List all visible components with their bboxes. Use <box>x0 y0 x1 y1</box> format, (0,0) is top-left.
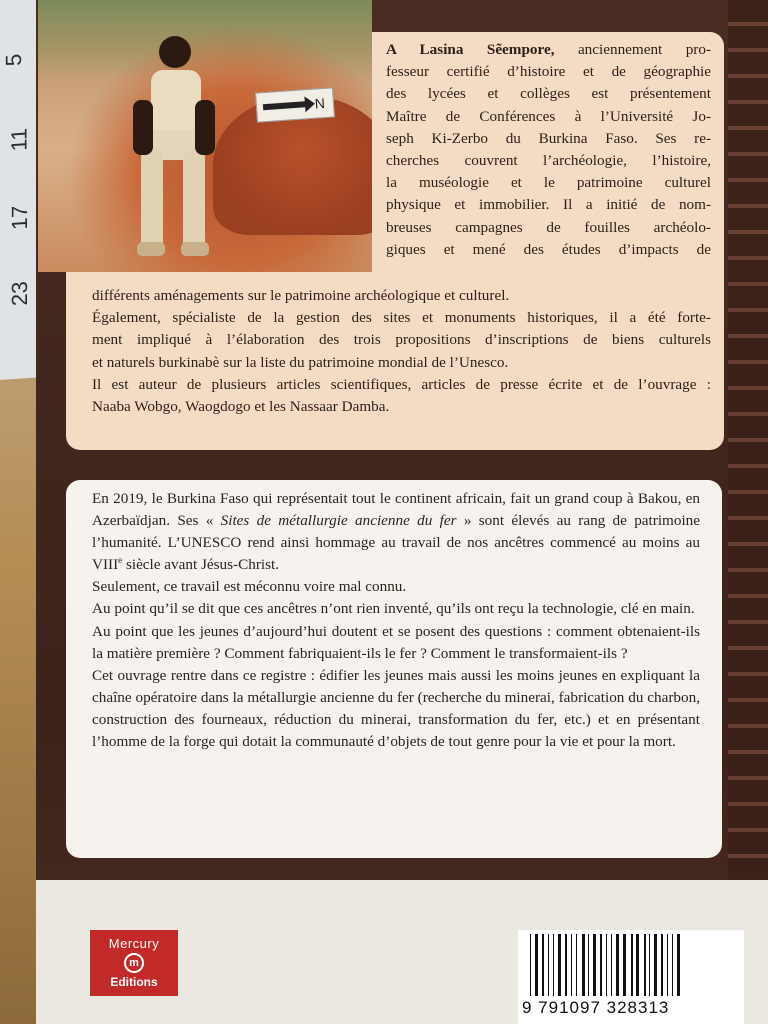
bio-line: Naaba Wobgo, Waogdogo et les Nassaar Damba. <box>92 398 390 416</box>
bio-line: la muséologie et le patrimoine culturel <box>386 174 711 192</box>
north-label: N <box>314 94 326 112</box>
bio-line: physique et immobilier. Il a initié de nom- <box>386 196 711 214</box>
bio-line: des lycées et collèges est présentement <box>386 85 711 103</box>
person-figure <box>123 30 218 260</box>
bio-text-full <box>92 285 711 418</box>
publisher-label: Editions <box>110 975 158 989</box>
publisher-logo <box>90 930 178 996</box>
ruler-number: 17 <box>7 204 33 231</box>
book-summary-text <box>92 488 700 753</box>
bio-line: ment impliqué à l’élaboration des trois propositions d’inscriptions de biens culturels <box>92 331 711 349</box>
site-title: Sites de métallurgie ancienne du fer <box>220 512 457 530</box>
ruler-number: 23 <box>7 280 33 307</box>
author-name: A Lasina Sẽempore, <box>386 41 555 58</box>
summary-paragraph: Cet ouvrage rentre dans ce registre : édifier les jeunes mais aussi les moins jeunes en expliquant la chaîne opératoire dans la métallurgie ancienne du fer (recherche du minerai, fabrication du charbon, construction des fourneaux, réduction du minerai, transformation du fer, etc.) et en présentant l’homme de la forge qui dotait la communauté d’objets de tout genre pour la vie et pour la mort. <box>92 666 700 751</box>
publisher-mark-icon: m <box>124 953 144 973</box>
decorative-border <box>728 0 768 880</box>
bio-line: A Lasina Sẽempore, anciennement pro- <box>386 41 711 58</box>
bio-line: fesseur certifié d’histoire et de géographie <box>386 63 711 81</box>
isbn-number: 9 791097 328313 <box>522 998 670 1017</box>
bio-text-right <box>386 39 711 261</box>
bio-line: Maître de Conférences à l’Université Jo- <box>386 107 711 125</box>
bio-line: seph Ki-Zerbo du Burkina Faso. Ses re- <box>386 129 711 147</box>
bio-line: Il est auteur de plusieurs articles scientifiques, articles de presse écrite et de l’ouvrage : <box>92 375 711 393</box>
bio-line: différents aménagements sur le patrimoine archéologique et culturel. <box>92 287 510 304</box>
summary-paragraph: Au point qu’il se dit que ces ancêtres n’ont rien inventé, qu’ils ont reçu la technologie, clé en main. <box>92 600 695 618</box>
north-arrow-sign <box>255 87 335 122</box>
bio-line: et naturels burkinabè sur la liste du patrimoine mondial de l’Unesco. <box>92 353 509 371</box>
arrow-icon <box>263 101 307 110</box>
summary-paragraph: En 2019, le Burkina Faso qui représentait tout le continent africain, fait un grand coup à Bakou, en Azerbaïdjan. Ses « Sites de métallurgie ancienne du fer » sont élevés au rang de patrimoine l’humanité. L’UNESCO rend ainsi hommage au travail de nos ancêtres commencé au moins au VIIIe siècle avant Jésus-Christ. <box>92 490 700 574</box>
barcode-bars <box>530 934 730 996</box>
bio-line: giques et mené des études d’impacts de <box>386 240 711 258</box>
bio-line: Également, spécialiste de la gestion des sites et monuments historiques, il a été forte- <box>92 309 711 327</box>
ruler-number: 5 <box>1 53 27 68</box>
summary-paragraph: Au point que les jeunes d’aujourd’hui doutent et se posent des questions : comment obtenaient-ils la matière première ? Comment fabriquaient-ils le fer ? Comment le transformaient-ils ? <box>92 622 700 662</box>
author-photo <box>38 0 372 272</box>
ruler-number: 11 <box>6 127 32 152</box>
bio-line: breuses campagnes de fouilles archéolo- <box>386 218 711 236</box>
publisher-name: Mercury <box>108 936 160 951</box>
summary-paragraph: Seulement, ce travail est méconnu voire mal connu. <box>92 578 407 596</box>
bio-line: cherches couvrent l’archéologie, l’histoire, <box>386 152 711 170</box>
